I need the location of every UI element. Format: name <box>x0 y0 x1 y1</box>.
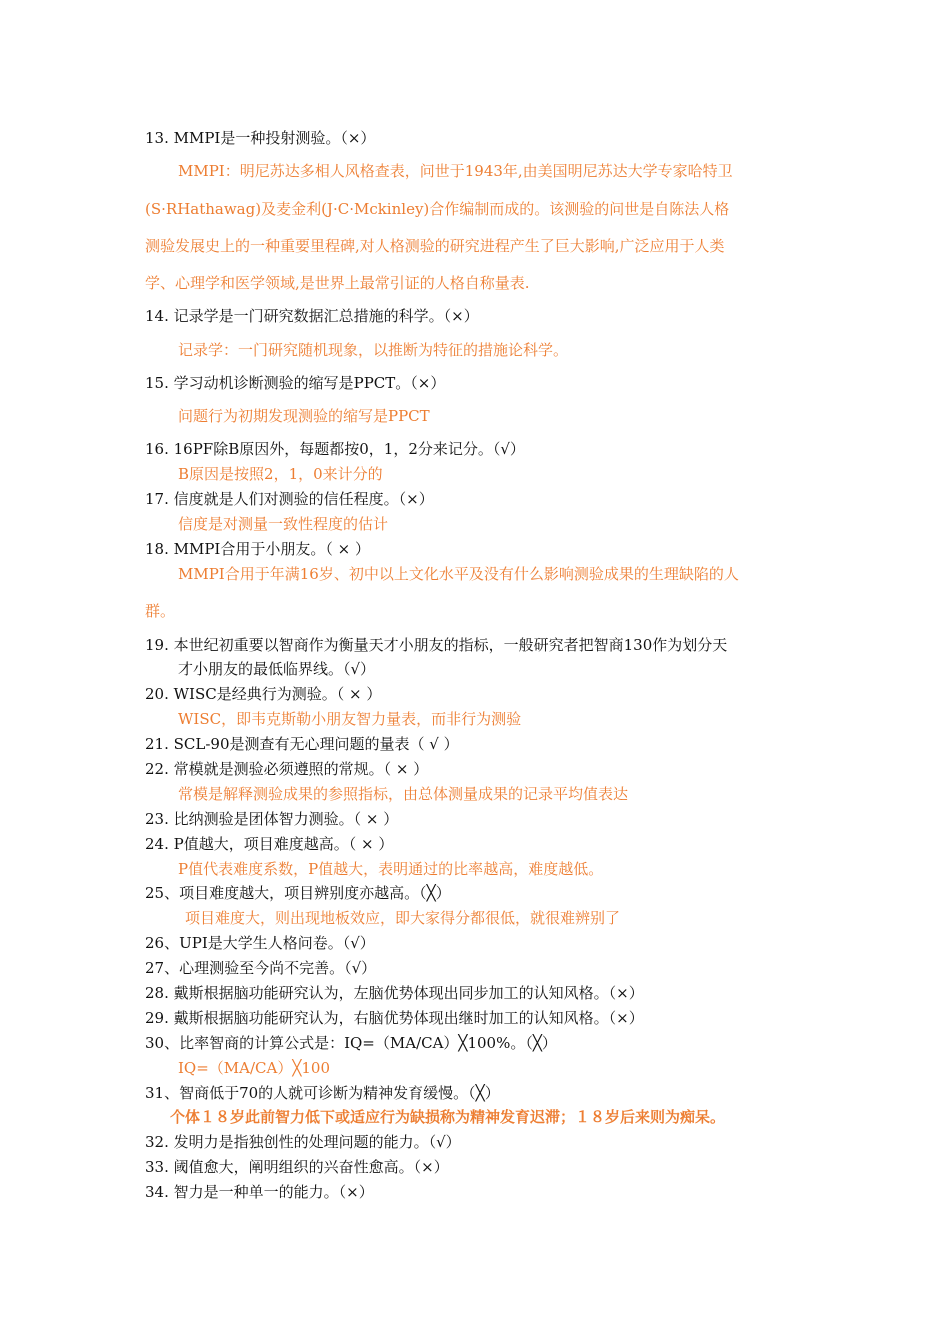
question-26: 26、UPI是大学生人格问卷。（√） <box>145 934 375 952</box>
question-33: 33. 阈值愈大，阐明组织的兴奋性愈高。（×） <box>145 1158 449 1176</box>
question-25: 25、项目难度越大，项目辨别度亦越高。（╳） <box>145 884 451 902</box>
question-32: 32. 发明力是指独创性的处理问题的能力。（√） <box>145 1133 461 1151</box>
answer-31: 个体１８岁此前智力低下或适应行为缺损称为精神发育迟滞；１８岁后来则为痴呆。 <box>170 1108 726 1126</box>
answer-15: 问题行为初期发现测验的缩写是PPCT <box>178 407 430 425</box>
answer-30: IQ=（MA/CA）╳100 <box>178 1059 331 1077</box>
question-21: 21. SCL-90是测查有无心理问题的量表（ √ ） <box>145 735 459 753</box>
answer-18-line-1: MMPI合用于年满16岁、初中以上文化水平及没有什么影响测验成果的生理缺陷的人 <box>178 565 739 583</box>
question-13: 13. MMPI是一种投射测验。（×） <box>145 129 376 147</box>
question-17: 17. 信度就是人们对测验的信任程度。（×） <box>145 490 434 508</box>
answer-22: 常模是解释测验成果的参照指标，由总体测量成果的记录平均值表达 <box>178 785 629 803</box>
question-18: 18. MMPI合用于小朋友。（ × ） <box>145 540 370 558</box>
question-24: 24. P值越大，项目难度越高。（ × ） <box>145 835 394 853</box>
answer-20: WISC，即韦克斯勒小朋友智力量表，而非行为测验 <box>178 710 522 728</box>
answer-24: P值代表难度系数，P值越大，表明通过的比率越高，难度越低。 <box>178 860 604 878</box>
answer-25: 项目难度大，则出现地板效应，即大家得分都很低，就很难辨别了 <box>185 909 621 927</box>
question-15: 15. 学习动机诊断测验的缩写是PPCT。（×） <box>145 374 446 392</box>
question-22: 22. 常模就是测验必须遵照的常规。（ × ） <box>145 760 429 778</box>
question-29: 29. 戴斯根据脑功能研究认为，右脑优势体现出继时加工的认知风格。（×） <box>145 1009 644 1027</box>
question-27: 27、心理测验至今尚不完善。（√） <box>145 959 377 977</box>
question-31: 31、智商低于70的人就可诊断为精神发育缓慢。（╳） <box>145 1084 500 1102</box>
answer-13-line-3: 测验发展史上的一种重要里程碑,对人格测验的研究进程产生了巨大影响,广泛应用于人类 <box>145 237 725 255</box>
answer-17: 信度是对测量一致性程度的估计 <box>178 515 389 533</box>
question-20: 20. WISC是经典行为测验。（ × ） <box>145 685 382 703</box>
answer-13-line-4: 学、心理学和医学领域,是世界上最常引证的人格自称量表. <box>145 274 530 292</box>
answer-13-line-2: (S·RHathawag)及麦金利(J·C·Mckinley)合作编制而成的。该测验的问世是自陈法人格 <box>145 200 730 218</box>
answer-18-line-2: 群。 <box>145 602 176 620</box>
question-14: 14. 记录学是一门研究数据汇总措施的科学。（×） <box>145 307 479 325</box>
answer-13-line-1: MMPI：明尼苏达多相人风格查表，问世于1943年,由美国明尼苏达大学专家哈特卫 <box>178 162 733 180</box>
question-16: 16. 16PF除B原因外，每题都按0，1，2分来记分。（√） <box>145 440 525 458</box>
question-34: 34. 智力是一种单一的能力。（×） <box>145 1183 374 1201</box>
question-19-line-2: 才小朋友的最低临界线。（√） <box>178 660 376 678</box>
answer-14: 记录学：一门研究随机现象，以推断为特征的措施论科学。 <box>178 341 569 359</box>
question-23: 23. 比纳测验是团体智力测验。（ × ） <box>145 810 399 828</box>
answer-16: B原因是按照2，1，0来计分的 <box>178 465 383 483</box>
question-30: 30、比率智商的计算公式是：IQ=（MA/CA）╳100%。（╳） <box>145 1034 557 1052</box>
question-19-line-1: 19. 本世纪初重要以智商作为衡量天才小朋友的指标，一般研究者把智商130作为划分天 <box>145 636 728 654</box>
question-28: 28. 戴斯根据脑功能研究认为，左脑优势体现出同步加工的认知风格。（×） <box>145 984 644 1002</box>
